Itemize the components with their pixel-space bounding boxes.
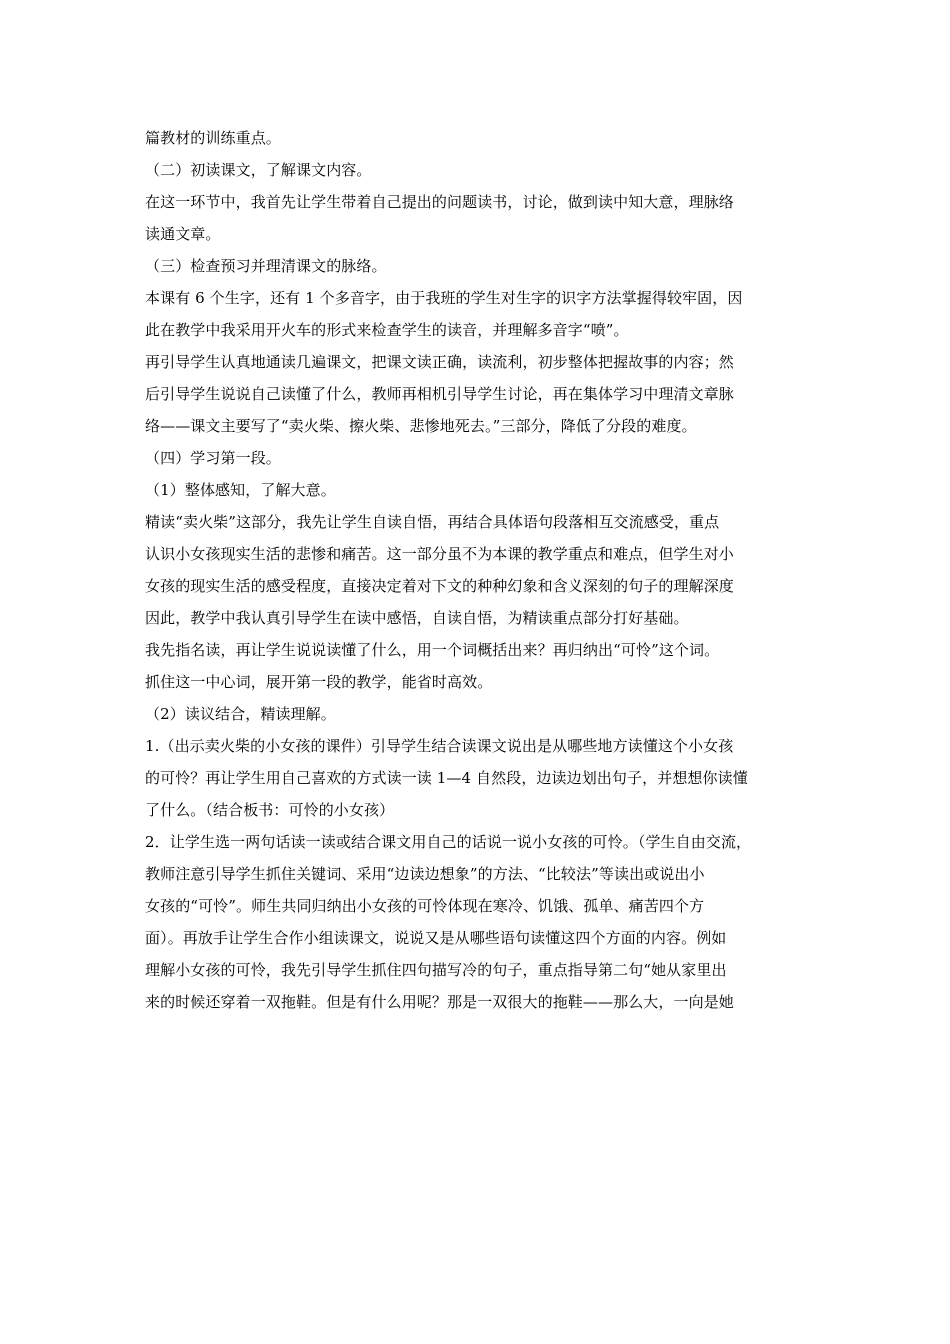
text-line: 此在教学中我采用开火车的形式来检查学生的读音，并理解多音字“喷”。: [145, 321, 629, 339]
text-line: 1.（出示卖火柴的小女孩的课件）引导学生结合读课文说出是从哪些地方读懂这个小女孩: [145, 737, 734, 755]
text-line: 本课有 6 个生字，还有 1 个多音字，由于我班的学生对生字的识字方法掌握得较牢固，因: [145, 289, 743, 307]
section-heading: （二）初读课文，了解课文内容。: [145, 161, 372, 179]
text-line: 来的时候还穿着一双拖鞋。但是有什么用呢？那是一双很大的拖鞋——那么大，一向是她: [145, 993, 734, 1011]
text-line: 女孩的“可怜”。师生共同归纳出小女孩的可怜体现在寒冷、饥饿、孤单、痛苦四个方: [145, 897, 705, 915]
text-line: 的可怜？再让学生用自己喜欢的方式读一读 1—4 自然段，边读边划出句子，并想想你读懂: [145, 769, 748, 787]
text-line: 了什么。（结合板书：可怜的小女孩）: [145, 801, 395, 819]
section-heading: （三）检查预习并理清课文的脉络。: [145, 257, 387, 275]
text-line: 理解小女孩的可怜，我先引导学生抓住四句描写冷的句子，重点指导第二句“她从家里出: [145, 961, 727, 979]
text-line: 教师注意引导学生抓住关键词、采用“边读边想象”的方法、“比较法”等读出或说出小: [145, 865, 705, 883]
text-line: 篇教材的训练重点。: [145, 129, 281, 147]
text-line: 认识小女孩现实生活的悲惨和痛苦。这一部分虽不为本课的教学重点和难点，但学生对小: [145, 545, 734, 563]
text-line: 面）。再放手让学生合作小组读课文，说说又是从哪些语句读懂这四个方面的内容。例如: [145, 929, 727, 947]
subsection-heading: （2）读议结合，精读理解。: [145, 705, 336, 723]
text-line: 后引导学生说说自己读懂了什么，教师再相机引导学生讨论，再在集体学习中理清文章脉: [145, 385, 734, 403]
text-line: 抓住这一中心词，展开第一段的教学，能省时高效。: [145, 673, 493, 691]
text-line: 络——课文主要写了“卖火柴、擦火柴、悲惨地死去。”三部分，降低了分段的难度。: [145, 417, 697, 435]
text-line: 精读“卖火柴”这部分，我先让学生自读自悟，再结合具体语句段落相互交流感受，重点: [145, 513, 720, 531]
text-line: 因此，教学中我认真引导学生在读中感悟，自读自悟，为精读重点部分打好基础。: [145, 609, 689, 627]
text-line: 在这一环节中，我首先让学生带着自己提出的问题读书，讨论，做到读中知大意，理脉络: [145, 193, 734, 211]
text-line: 我先指名读，再让学生说说读懂了什么，用一个词概括出来？再归纳出“可怜”这个词。: [145, 641, 720, 659]
text-line: 女孩的现实生活的感受程度，直接决定着对下文的种种幻象和含义深刻的句子的理解深度: [145, 577, 734, 595]
document-body: [145, 122, 810, 1018]
text-line: 再引导学生认真地通读几遍课文，把课文读正确，读流利，初步整体把握故事的内容；然: [145, 353, 734, 371]
text-line: 读通文章。: [145, 225, 221, 243]
text-line: 2．让学生选一两句话读一读或结合课文用自己的话说一说小女孩的可怜。（学生自由交流，: [145, 833, 752, 851]
section-heading: （四）学习第一段。: [145, 449, 281, 467]
subsection-heading: （1）整体感知，了解大意。: [145, 481, 336, 499]
